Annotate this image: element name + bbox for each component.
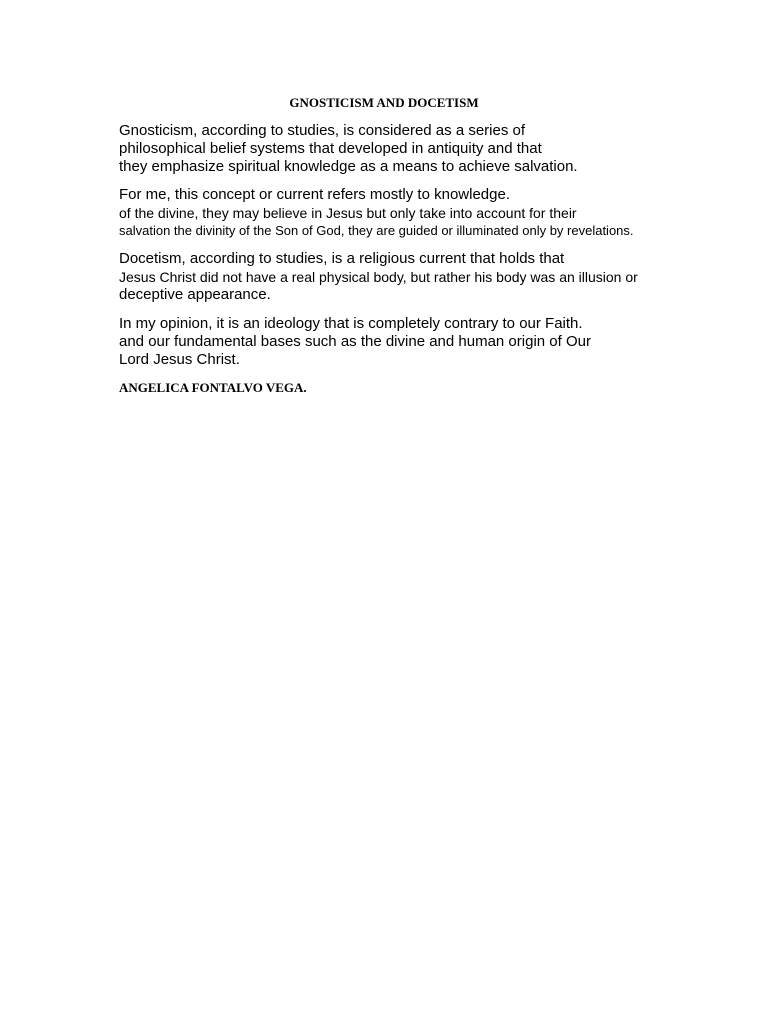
paragraph-docetism-definition	[119, 250, 739, 304]
paragraph-line: Jesus Christ did not have a real physical body, but rather his body was an illusion or	[119, 269, 638, 285]
paragraph-line: and our fundamental bases such as the divine and human origin of Our	[119, 333, 591, 350]
paragraph-line: Lord Jesus Christ.	[119, 351, 240, 368]
paragraph-line: salvation the divinity of the Son of God, they are guided or illuminated only by revelations.	[119, 223, 634, 238]
paragraph-line: deceptive appearance.	[119, 286, 271, 303]
document-title: GNOSTICISM AND DOCETISM	[289, 95, 479, 110]
paragraph-line: philosophical belief systems that developed in antiquity and that	[119, 140, 542, 157]
paragraph-line: Docetism, according to studies, is a religious current that holds that	[119, 250, 565, 267]
author-signature: ANGELICA FONTALVO VEGA.	[119, 380, 307, 395]
paragraph-line: For me, this concept or current refers mostly to knowledge.	[119, 186, 510, 203]
paragraph-line: Gnosticism, according to studies, is considered as a series of	[119, 122, 526, 139]
paragraph-docetism-opinion	[119, 315, 739, 369]
paragraph-gnosticism-definition	[119, 122, 739, 176]
paragraph-line: of the divine, they may believe in Jesus but only take into account for their	[119, 205, 577, 221]
paragraph-line: they emphasize spiritual knowledge as a means to achieve salvation.	[119, 158, 578, 175]
paragraph-gnosticism-opinion	[119, 186, 739, 240]
paragraph-line: In my opinion, it is an ideology that is completely contrary to our Faith.	[119, 315, 583, 332]
